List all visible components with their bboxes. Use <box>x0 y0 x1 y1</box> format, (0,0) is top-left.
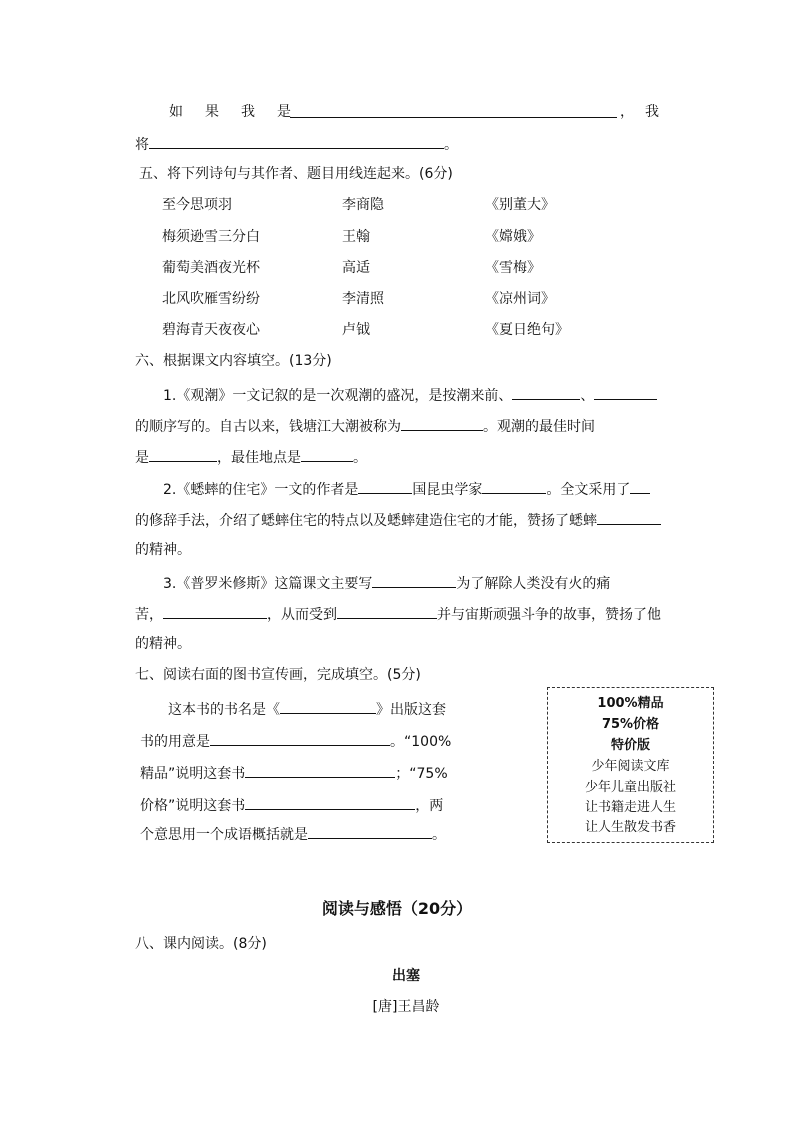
q1-blank-4[interactable] <box>149 447 217 462</box>
ruguo-char-3: 我 <box>241 104 255 120</box>
q2-line2 <box>135 510 661 530</box>
q2-blank-1[interactable] <box>358 479 412 494</box>
poster-line-5: 少年儿童出版社 <box>584 780 676 795</box>
q1-text-f: ，最佳地点是 <box>217 450 301 466</box>
sec7-text-3a: 精品”说明这套书 <box>140 766 246 782</box>
jiang-end: 。 <box>444 137 458 153</box>
sec7-line5 <box>140 824 446 844</box>
sec7-text-2b: 。“100% <box>390 734 452 750</box>
price-blank[interactable] <box>245 795 415 810</box>
q1-text-a: 1.《观潮》一文记叙的是一次观潮的盛况，是按潮来前、 <box>163 388 513 404</box>
q3-text-c: 苦， <box>135 607 163 623</box>
author-2: 王翰 <box>342 229 370 245</box>
idiom-blank[interactable] <box>308 824 432 839</box>
sec6-title: 六、根据课文内容填空。(13分) <box>135 353 332 369</box>
poem-title-3: 《雪梅》 <box>485 260 541 276</box>
q3-text-b: 为了解除人类没有火的痛 <box>456 576 611 592</box>
q1-line2 <box>135 416 595 436</box>
sec7-line3 <box>140 763 448 783</box>
q1-blank-2[interactable] <box>594 385 657 400</box>
q1-text-g: 。 <box>353 450 367 466</box>
ruguo-char-1: 如 <box>169 104 183 120</box>
ruguo-blank[interactable] <box>290 103 617 123</box>
poem-title-2: 《嫦娥》 <box>485 229 541 245</box>
q3-line2 <box>135 604 661 624</box>
sec7-text-3b: ；“75% <box>395 766 448 782</box>
q2-line1 <box>163 479 650 499</box>
q3-line3: 的精神。 <box>135 636 191 652</box>
q2-line3: 的精神。 <box>135 542 191 558</box>
q3-text-d: ，从而受到 <box>267 607 337 623</box>
sec7-line2 <box>140 731 451 751</box>
sec7-text-1a: 这本书的书名是《 <box>168 702 280 718</box>
q2-text-b: 国昆虫学家 <box>412 482 483 498</box>
poster-line-6: 让书籍走进人生 <box>584 800 676 815</box>
q2-blank-2[interactable] <box>482 479 546 494</box>
verse-3: 葡萄美酒夜光杯 <box>162 260 260 276</box>
book-poster <box>547 687 714 843</box>
sec7-line1 <box>168 699 446 719</box>
q1-text-e: 是 <box>135 450 149 466</box>
sec5-title: 五、将下列诗句与其作者、题目用线连起来。(6分) <box>139 166 453 182</box>
jiang-line <box>135 134 458 154</box>
verse-1: 至今思项羽 <box>162 197 232 213</box>
q2-text-a: 2.《蟋蟀的住宅》一文的作者是 <box>163 482 359 498</box>
q2-text-c: 。全文采用了 <box>546 482 631 498</box>
sec7-line4 <box>140 795 443 815</box>
q2-blank-4[interactable] <box>597 510 661 525</box>
poster-line-2: 75%价格 <box>601 717 660 732</box>
poster-line-4: 少年阅读文库 <box>591 759 670 774</box>
jiang-blank[interactable] <box>149 134 444 149</box>
sec7-title: 七、阅读右面的图书宣传画，完成填空。(5分) <box>135 667 421 683</box>
poem-title-5: 《夏日绝句》 <box>485 322 569 338</box>
q1-blank-5[interactable] <box>301 447 353 462</box>
purpose-blank[interactable] <box>210 731 390 746</box>
ruguo-line <box>169 103 291 121</box>
q3-blank-3[interactable] <box>337 604 437 619</box>
book-title-blank[interactable] <box>280 699 376 714</box>
sec8-title: 八、课内阅读。(8分) <box>135 936 267 952</box>
q1-blank-1[interactable] <box>512 385 580 400</box>
sec7-text-4b: ，两 <box>415 798 444 814</box>
q3-text-a: 3.《普罗米修斯》这篇课文主要写 <box>163 576 373 592</box>
q3-line1 <box>163 573 610 593</box>
author-5: 卢钺 <box>342 322 370 338</box>
reading-section-heading: 阅读与感悟（20分） <box>321 899 473 918</box>
author-4: 李清照 <box>342 291 384 307</box>
poster-line-1: 100%精品 <box>597 696 664 711</box>
sec7-text-4a: 价格”说明这套书 <box>140 798 246 814</box>
q1-line1 <box>163 385 657 405</box>
poster-line-7: 让人生散发书香 <box>584 820 676 835</box>
author-1: 李商隐 <box>342 197 384 213</box>
sec7-text-2a: 书的用意是 <box>140 734 210 750</box>
q3-blank-1[interactable] <box>372 573 456 588</box>
q3-text-e: 并与宙斯顽强斗争的故事，赞扬了他 <box>437 607 661 623</box>
ruguo-comma: ， <box>620 104 634 120</box>
poem-title-1: 《别董大》 <box>485 197 555 213</box>
verse-2: 梅须逊雪三分白 <box>162 229 260 245</box>
sec7-text-1b: 》出版这套 <box>376 702 446 718</box>
q1-text-c: 的顺序写的。自古以来，钱塘江大潮被称为 <box>135 419 401 435</box>
q1-line3 <box>135 447 367 467</box>
poster-line-3: 特价版 <box>610 738 650 753</box>
verse-5: 碧海青天夜夜心 <box>162 322 260 338</box>
jiang-start: 将 <box>135 137 149 153</box>
q1-text-b: 、 <box>580 388 595 404</box>
q3-blank-2[interactable] <box>163 604 267 619</box>
quality-blank[interactable] <box>245 763 395 778</box>
q2-blank-3[interactable] <box>630 479 650 494</box>
q2-text-d: 的修辞手法，介绍了蟋蟀住宅的特点以及蟋蟀建造住宅的才能，赞扬了蟋蟀 <box>135 513 597 529</box>
author-3: 高适 <box>342 260 370 276</box>
ruguo-char-4: 是 <box>277 104 291 120</box>
sec7-text-5a: 个意思用一个成语概括就是 <box>140 827 308 843</box>
ruguo-wo: 我 <box>645 104 659 120</box>
q1-blank-3[interactable] <box>401 416 483 431</box>
sec8-poem-title: 出塞 <box>392 968 420 984</box>
verse-4: 北风吹雁雪纷纷 <box>162 291 260 307</box>
ruguo-char-2: 果 <box>205 104 219 120</box>
sec7-text-5b: 。 <box>432 827 446 843</box>
sec8-poem-author: [唐]王昌龄 <box>372 999 440 1015</box>
poem-title-4: 《凉州词》 <box>485 291 555 307</box>
q1-text-d: 。观潮的最佳时间 <box>483 419 595 435</box>
